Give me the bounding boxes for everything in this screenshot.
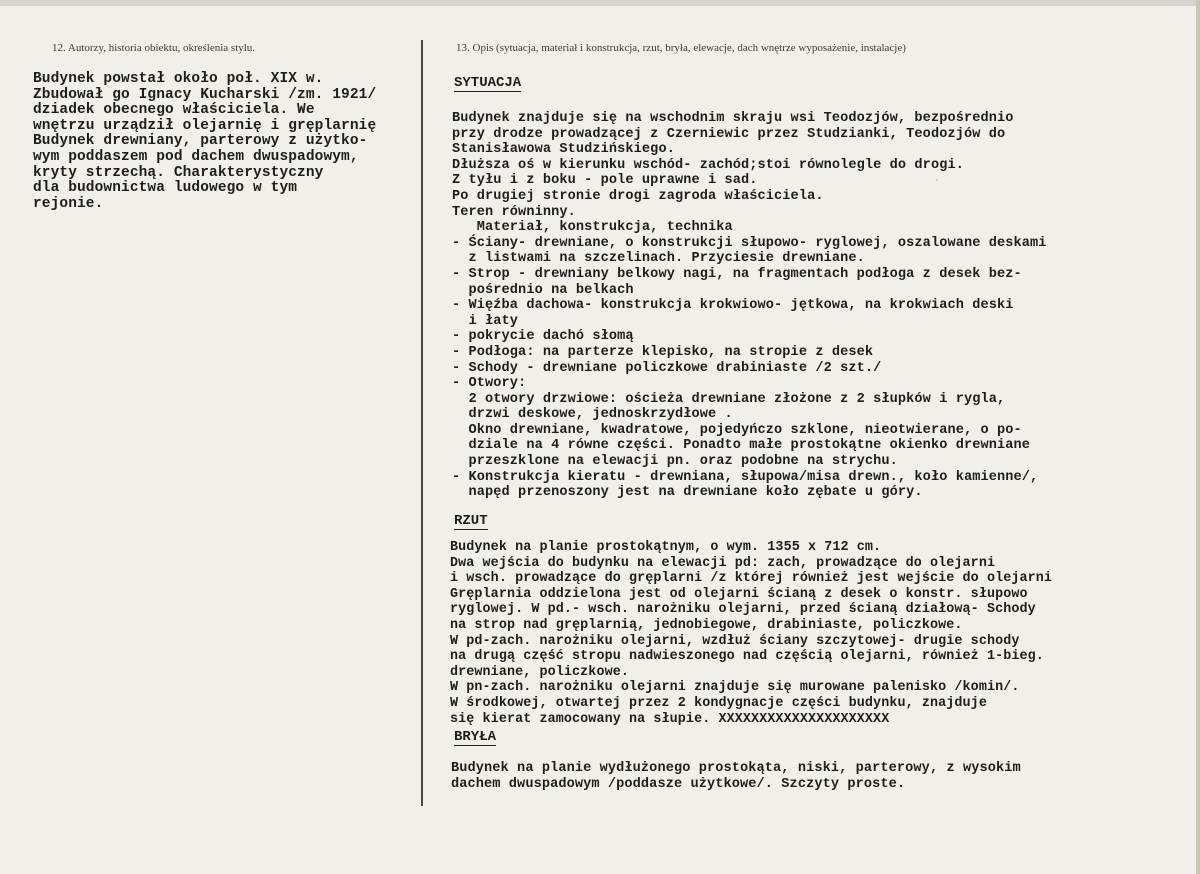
rzut-heading: RZUT <box>454 513 488 529</box>
bryla-line: Budynek na planie wydłużonego prostokąta, niski, parterowy, z wysokim <box>451 761 1021 776</box>
rzut-line: W pn-zach. narożniku olejarni znajduje się murowane palenisko /komin/. <box>450 680 1020 696</box>
sytuacja-line: przeszklone na elewacji pn. oraz podobne na strychu. <box>452 454 898 470</box>
history-line: wnętrzu urządził olejarnię i gręplarnię <box>33 117 377 134</box>
bryla-line: dachem dwuspadowym /poddasze użytkowe/. Szczyty proste. <box>451 776 906 792</box>
sytuacja-line: Budynek znajduje się na wschodnim skraju wsi Teodozjów, bezpośrednio <box>452 111 1014 126</box>
sytuacja-line: drzwi deskowe, jednoskrzydłowe . <box>452 407 733 423</box>
sytuacja-line: z listwami na szczelinach. Przyciesie drewniane. <box>452 251 865 267</box>
rzut-line: na drugą część stropu nadwieszonego nad częścią olejarni, również 1-bieg. <box>450 649 1044 665</box>
column-divider <box>421 40 423 806</box>
sytuacja-line: Okno drewniane, kwadratowe, pojedyńczo szklone, nieotwierane, o po- <box>452 422 1022 438</box>
left-column-header: 12. Autorzy, historia obiektu, określenia stylu. <box>52 42 256 54</box>
history-line: Zbudował go Ignacy Kucharski /zm. 1921/ <box>33 86 377 103</box>
history-line: Budynek powstał około poł. XIX w. <box>33 71 324 87</box>
rzut-line: drewniane, policzkowe. <box>450 664 629 680</box>
rzut-line: Dwa wejścia do budynku na elewacji pd: zach, prowadzące do olejarni <box>450 555 996 571</box>
sytuacja-line: - Ściany- drewniane, o konstrukcji słupowo- ryglowej, oszalowane deskami <box>452 235 1047 251</box>
sytuacja-line: Dłuższa oś w kierunku wschód- zachód;stoi równolegle do drogi. <box>452 157 964 173</box>
ink-tick-mark: ˊ <box>934 180 941 191</box>
sytuacja-line: Stanisławowa Studzińskiego. <box>452 142 675 158</box>
history-text <box>33 72 376 212</box>
sytuacja-line: napęd przenoszony jest na drewniane koło zębate u góry. <box>452 485 923 501</box>
sytuacja-line: Teren równinny. <box>452 204 576 220</box>
history-line: dla budownictwa ludowego w tym <box>33 180 298 197</box>
sytuacja-line: - Więźba dachowa- konstrukcja krokwiowo- jętkowa, na krokwiach deski <box>452 298 1014 314</box>
sheet-right-edge <box>1196 0 1200 874</box>
history-line: rejonie. <box>33 195 104 212</box>
sheet-top-edge <box>0 0 1200 6</box>
rzut-line: Budynek na planie prostokątnym, o wym. 1355 x 712 cm. <box>450 540 882 555</box>
sytuacja-line: - Strop - drewniany belkowy nagi, na fragmentach podłoga z desek bez- <box>452 266 1022 282</box>
sytuacja-line: 2 otwory drzwiowe: ościeża drewniane złożone z 2 słupków i rygla, <box>452 391 1006 407</box>
sytuacja-line: - pokrycie dachó słomą <box>452 329 634 345</box>
sytuacja-text <box>452 111 1047 501</box>
sytuacja-line: - Otwory: <box>452 376 527 392</box>
sytuacja-line: Materiał, konstrukcja, technika <box>452 220 733 236</box>
history-line: kryty strzechą. Charakterystyczny <box>33 164 324 181</box>
sytuacja-line: przy drodze prowadzącej z Czerniewic przez Studzianki, Teodozjów do <box>452 126 1006 142</box>
sytuacja-line: - Podłoga: na parterze klepisko, na stropie z desek <box>452 344 874 360</box>
rzut-line: ryglowej. W pd.- wsch. narożniku olejarni, przed ścianą działową- Schody <box>450 602 1036 618</box>
sytuacja-line: Z tyłu i z boku - pole uprawne i sad. <box>452 173 758 189</box>
history-line: Budynek drewniany, parterowy z użytko- <box>33 133 368 150</box>
sytuacja-line: Po drugiej stronie drogi zagroda właściciela. <box>452 188 824 204</box>
rzut-line: się kierat zamocowany na słupie. XXXXXXXXXXXXXXXXXXXXX <box>450 711 890 727</box>
sytuacja-heading: SYTUACJA <box>454 75 522 91</box>
rzut-line: na strop nad gręplarnią, jednobiegowe, drabiniaste, policzkowe. <box>450 617 963 633</box>
right-column-header: 13. Opis (sytuacja, materiał i konstrukcja, rzut, bryła, elewacje, dach wnętrze wyposażenie, instalacje) <box>456 42 906 54</box>
rzut-line: Gręplarnia oddzielona jest od olejarni ścianą z desek o konstr. słupowo <box>450 586 1028 602</box>
sytuacja-line: - Schody - drewniane policzkowe drabiniaste /2 szt./ <box>452 360 882 376</box>
bryla-text <box>451 761 1021 792</box>
rzut-text <box>450 540 1052 727</box>
rzut-line: i wsch. prowadzące do gręplarni /z której również jest wejście do olejarni <box>450 571 1053 587</box>
rzut-line: W środkowej, otwartej przez 2 kondygnacje części budynku, znajduje <box>450 695 987 711</box>
rzut-line: W pd-zach. narożniku olejarni, wzdłuż ściany szczytowej- drugie schody <box>450 633 1020 649</box>
history-line: wym poddaszem pod dachem dwuspadowym, <box>33 148 359 165</box>
sytuacja-line: i łaty <box>452 313 519 329</box>
sytuacja-line: dziale na 4 równe części. Ponadto małe prostokątne okienko drewniane <box>452 438 1031 454</box>
sytuacja-line: pośrednio na belkach <box>452 282 634 298</box>
bryla-heading: BRYŁA <box>454 729 497 745</box>
sytuacja-line: - Konstrukcja kieratu - drewniana, słupowa/misa drewn., koło kamienne/, <box>452 469 1039 485</box>
history-line: dziadek obecnego właściciela. We <box>33 102 315 119</box>
